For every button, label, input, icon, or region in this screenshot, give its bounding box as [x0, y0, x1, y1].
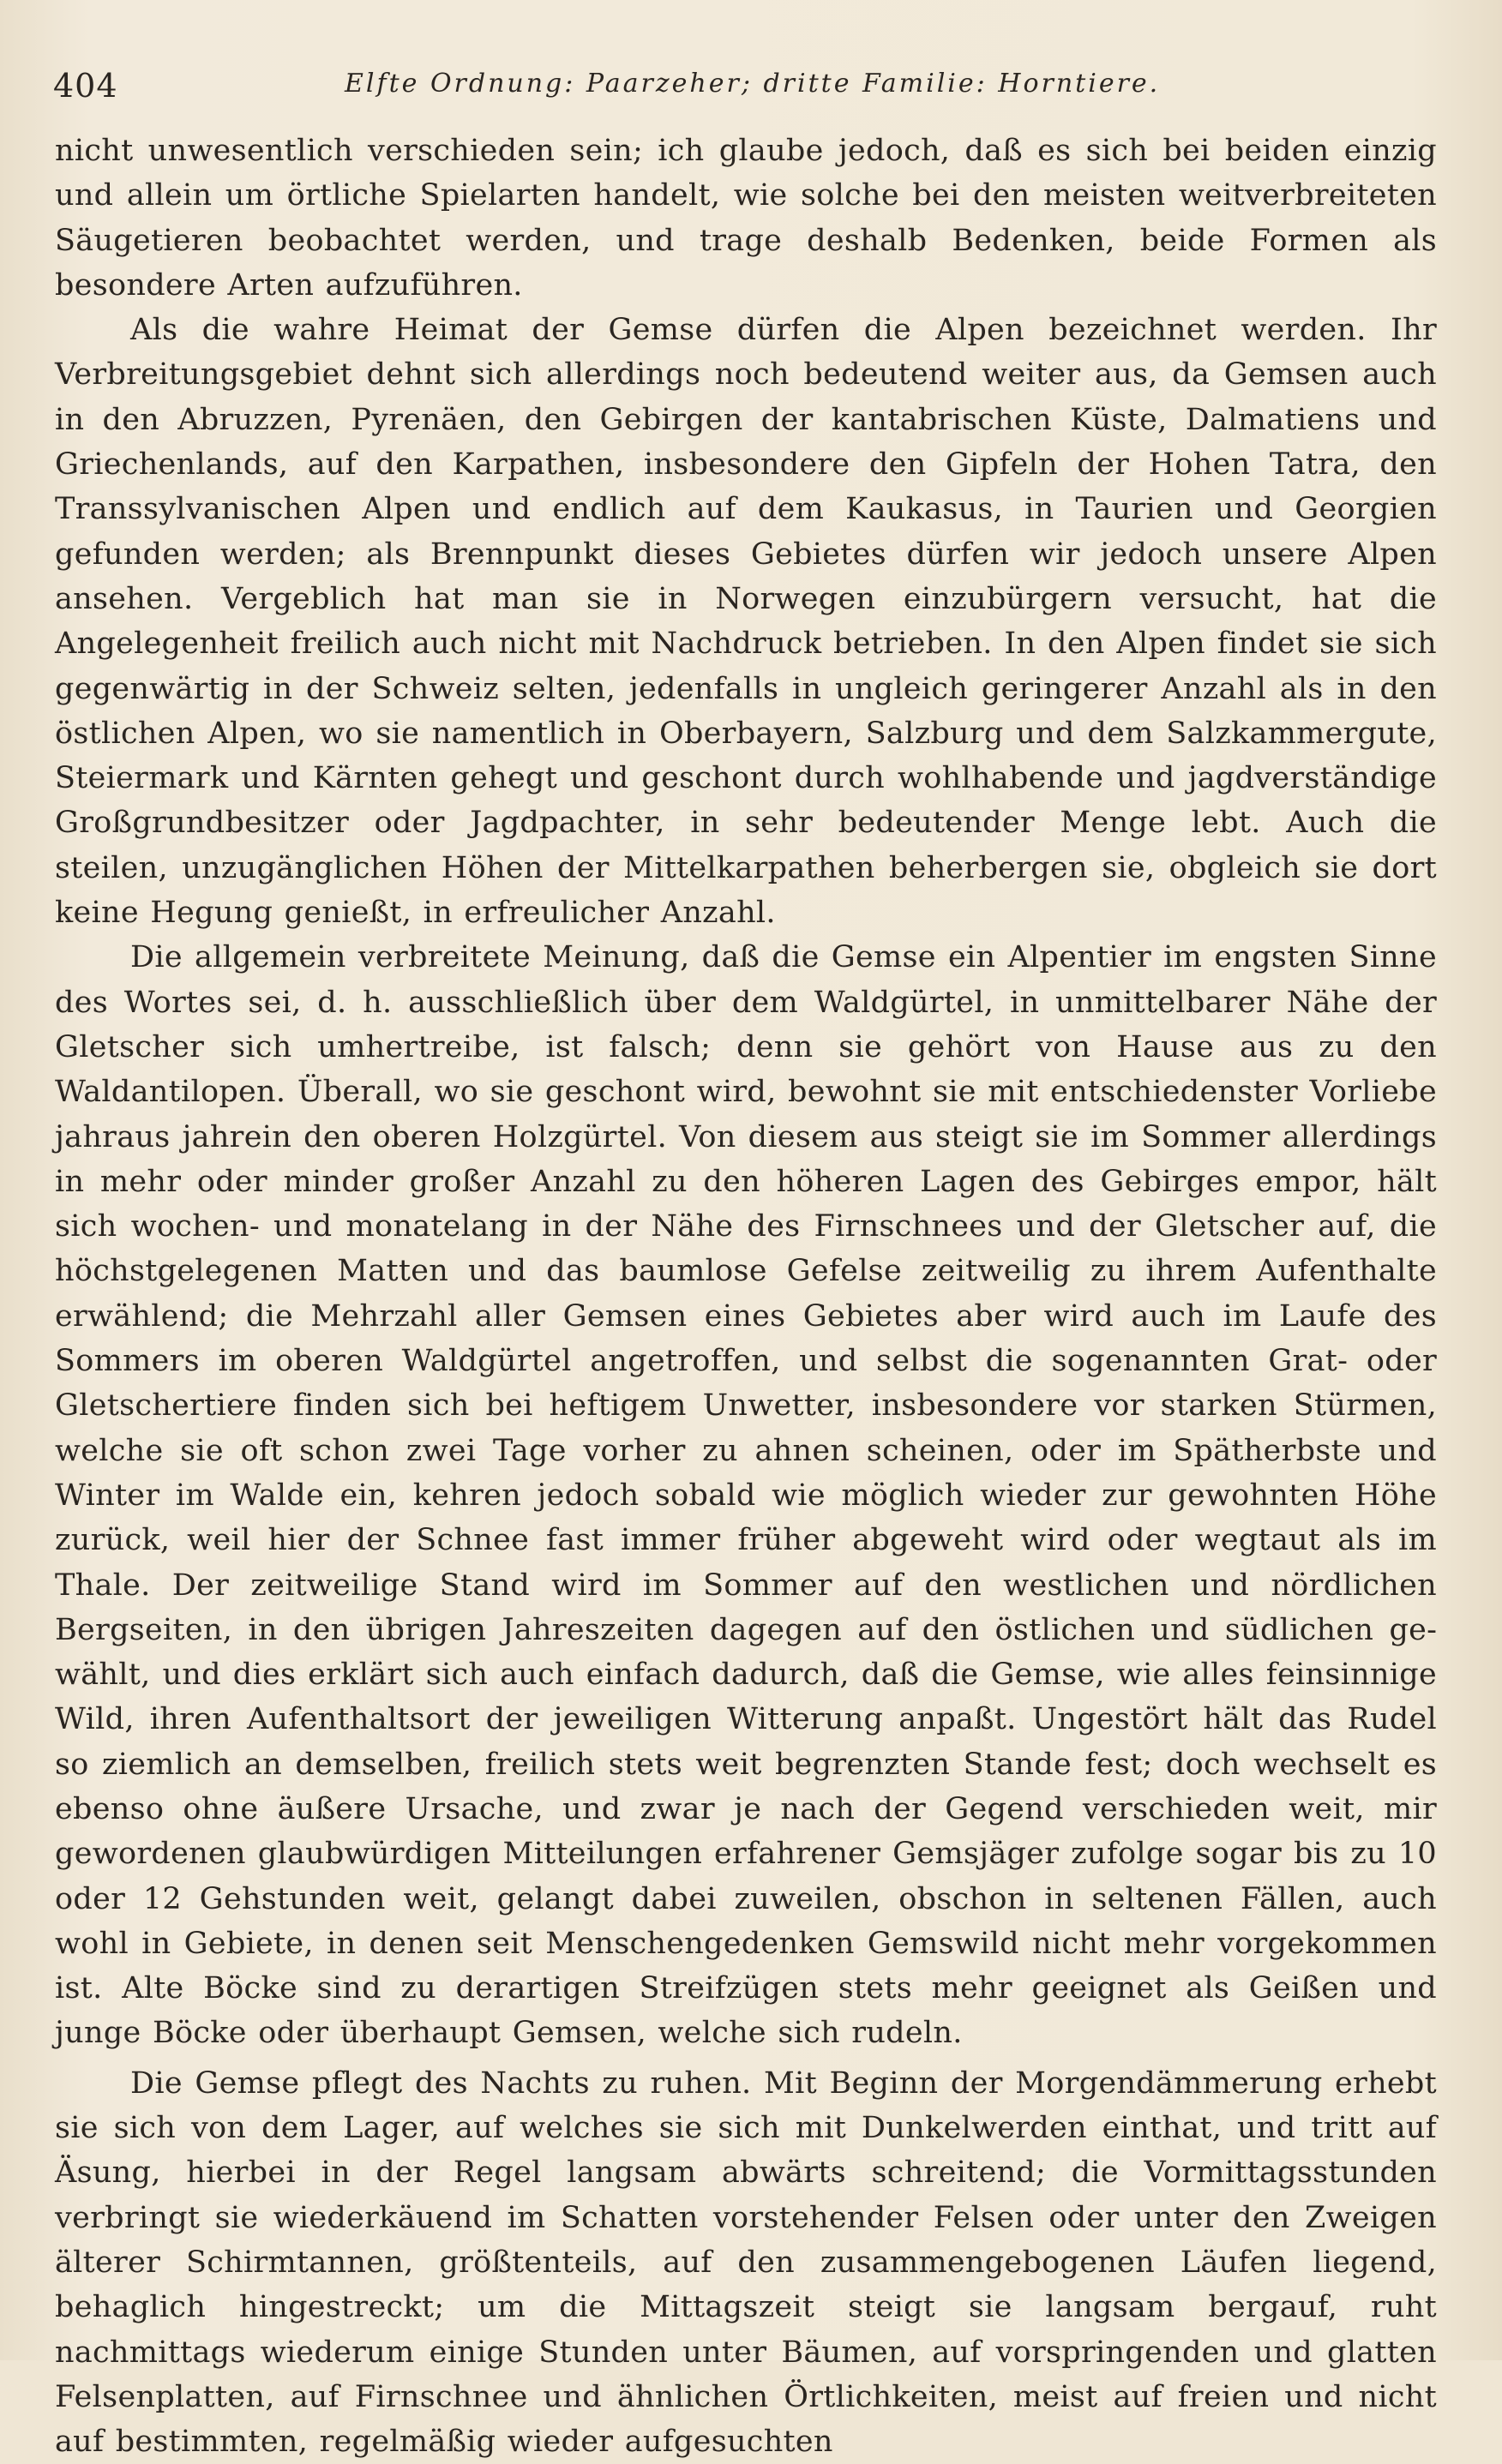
paragraph-aufenthalt: Die allgemein verbreitete Meinung, daß die Gemse ein Alpentier im engsten Sinne des Wortes sei, d. h. ausschließlich über dem Waldgürtel, in unmittelbarer Nähe der Gletscher sich umhertreibe, ist falsch; denn sie gehört von Hause aus zu den Waldantilopen. Überall, wo sie geschont wird, bewohnt sie mit entschiedenster Vorliebe jahraus jahrein den oberen Holzgürtel. Von diesem aus steigt sie im Sommer allerdings in mehr oder minder großer Anzahl zu den höheren Lagen des Gebirges empor, hält sich wochen- und monatelang in der Nähe des Firnschnees und der Gletscher auf, die höchstgelegenen Matten und das baumlose Gefelse zeitweilig zu ihrem Aufenthalte erwählend; die Mehrzahl aller Gemsen eines Gebietes aber wird auch im Laufe des Sommers im oberen Waldgürtel angetroffen, und selbst die sogenannten Grat- oder Gletschertiere finden sich bei heftigem Unwetter, insbesondere vor starken Stürmen, welche sie oft schon zwei Tage vorher zu ahnen scheinen, oder im Spätherbste und Winter im Walde ein, kehren jedoch sobald wie möglich wieder zur gewohnten Höhe zurück, weil hier der Schnee fast immer früher abgeweht wird oder wegtaut als im Thale. Der zeitweilige Stand wird im Sommer auf den westlichen und nördlichen Bergseiten, in den übrigen Jahreszeiten dagegen auf den östlichen und südlichen gewählt, und dies erklärt sich auch einfach dadurch, daß die Gemse, wie alles feinsinnige Wild, ihren Aufenthaltsort der jeweiligen Witterung anpaßt. Ungestört hält das Rudel so ziemlich an demselben, freilich stets weit begrenzten Stande fest; doch wechselt es ebenso ohne äußere Ursache, und zwar je nach der Gegend verschieden weit, mir gewordenen glaubwürdigen Mitteilungen erfahrener Gemsjäger zufolge sogar bis zu 10 oder 12 Gehstunden weit, gelangt dabei zuweilen, obschon in seltenen Fällen, auch wohl in Gebiete, in denen seit Menschengedenken Gemswild nicht mehr vorgekommen ist. Alte Böcke sind zu derartigen Streifzügen stets mehr geeignet als Geißen und junge Böcke oder überhaupt Gemsen, welche sich rudeln. — [55, 940, 1437, 2051]
body-text — [55, 129, 1437, 2464]
running-head: Elfte Ordnung: Paarzeher; dritte Familie: Horntiere. — [345, 69, 1161, 99]
paragraph-heimat: Als die wahre Heimat der Gemse dürfen die Alpen bezeichnet werden. Ihr Verbreitungsgebiet dehnt sich allerdings noch bedeutend weiter aus, da Gemsen auch in den Abruzzen, Pyrenäen, den Gebirgen der kantabrischen Küste, Dalmatiens und Griechenlands, auf den Karpathen, insbesondere den Gipfeln der Hohen Tatra, den Transsylvanischen Alpen und endlich auf dem Kaukasus, in Taurien und Georgien gefunden werden; als Brennpunkt dieses Gebietes dürfen wir jedoch unsere Alpen ansehen. Vergeblich hat man sie in Norwegen einzubürgern versucht, hat die Angelegenheit freilich auch nicht mit Nachdruck betrieben. In den Alpen findet sie sich gegenwärtig in der Schweiz selten, jedenfalls in ungleich geringerer Anzahl als in den östlichen Alpen, wo sie namentlich in Oberbayern, Salzburg und dem Salzkammergute, Steiermark und Kärnten gehegt und geschont durch wohlhabende und jagdverständige Großgrundbesitzer oder Jagdpachter, in sehr bedeutender Menge lebt. Auch die steilen, unzugänglichen Höhen der Mittelkarpathen beherbergen sie, obgleich sie dort keine Hegung genießt, in erfreulicher Anzahl. — [55, 313, 1437, 931]
paragraph-tagesablauf: Die Gemse pflegt des Nachts zu ruhen. Mit Beginn der Morgendämmerung erhebt sie sich von dem Lager, auf welches sie sich mit Dunkelwerden einthat, und tritt auf Äsung, hierbei in der Regel langsam abwärts schreitend; die Vormittagsstunden verbringt sie wiederkäuend im Schatten vorstehender Felsen oder unter den Zweigen älterer Schirmtannen, größtenteils, auf den zusammengebogenen Läufen liegend, behaglich hingestreckt; um die Mittagszeit steigt sie langsam bergauf, ruht nachmittags wiederum einige Stunden unter Bäumen, auf vorspringenden und glatten Felsenplatten, auf Firnschnee und ähnlichen Örtlichkeiten, meist auf freien und nicht auf bestimmten, regelmäßig wieder aufgesuchten — [55, 2065, 1437, 2460]
page-header — [53, 63, 1459, 115]
page-number: 404 — [53, 67, 118, 105]
paragraph-continuation: nicht unwesentlich verschieden sein; ich glaube jedoch, daß es sich bei beiden einzig und allein um örtliche Spielarten handelt, wie solche bei den meisten weitverbreiteten Säugetieren beobachtet werden, und trage deshalb Bedenken, beide Formen als besondere Arten aufzuführen. — [55, 134, 1437, 303]
